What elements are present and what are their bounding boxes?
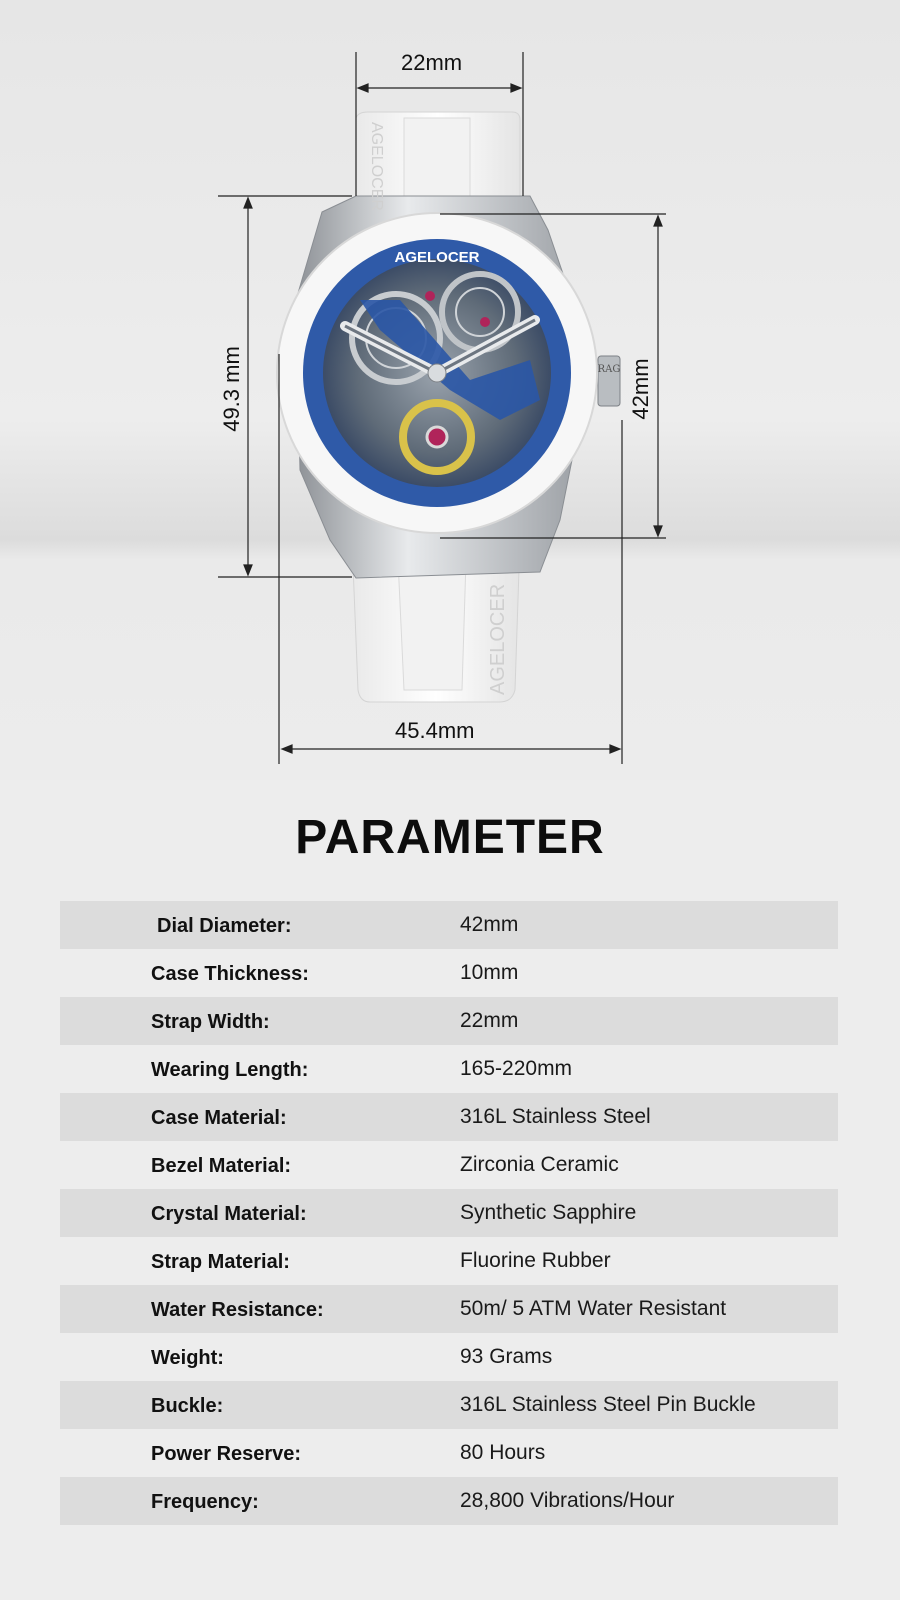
crown-text: RAG xyxy=(597,364,621,375)
case-width-dimension: 45.4mm xyxy=(395,718,475,743)
param-value: 10mm xyxy=(460,961,519,984)
param-label: Strap Width: xyxy=(151,1011,270,1033)
table-row xyxy=(60,1141,838,1189)
table-row xyxy=(60,1381,838,1429)
dial-diameter-dimension: 42mm xyxy=(628,358,653,420)
table-row xyxy=(60,1285,838,1333)
table-row xyxy=(60,1237,838,1285)
param-label: Case Material: xyxy=(151,1107,287,1129)
param-value: 316L Stainless Steel xyxy=(460,1105,651,1128)
param-value: Zirconia Ceramic xyxy=(460,1153,619,1176)
section-title: PARAMETER xyxy=(295,811,605,864)
param-value: 42mm xyxy=(460,913,519,936)
param-value: 80 Hours xyxy=(460,1441,546,1464)
watch-illustration xyxy=(0,0,900,780)
param-value: 93 Grams xyxy=(460,1345,553,1368)
strap-brand-top: AGELOCER xyxy=(368,122,385,211)
lug-to-lug-dimension: 49.3 mm xyxy=(219,346,244,432)
param-label: Weight: xyxy=(151,1347,224,1369)
table-row xyxy=(60,997,838,1045)
param-label: Frequency: xyxy=(151,1491,259,1513)
param-label: Water Resistance: xyxy=(151,1299,324,1321)
param-label: Strap Material: xyxy=(151,1251,290,1273)
table-row xyxy=(60,1477,838,1525)
param-value: 22mm xyxy=(460,1009,519,1032)
parameter-table xyxy=(60,901,838,1525)
param-label: Crystal Material: xyxy=(151,1203,307,1225)
table-row xyxy=(60,901,838,949)
table-row xyxy=(60,1045,838,1093)
param-label: Case Thickness: xyxy=(151,963,309,985)
param-label: Bezel Material: xyxy=(151,1155,292,1177)
param-value: Fluorine Rubber xyxy=(460,1249,611,1272)
strap-width-dimension: 22mm xyxy=(401,50,463,75)
param-value: 28,800 Vibrations/Hour xyxy=(460,1489,675,1512)
table-row xyxy=(60,1093,838,1141)
table-row xyxy=(60,949,838,997)
table-row xyxy=(60,1333,838,1381)
param-value: 165-220mm xyxy=(460,1057,573,1080)
param-label: Power Reserve: xyxy=(151,1443,302,1465)
product-hero xyxy=(0,0,900,780)
table-row xyxy=(60,1429,838,1477)
param-label: Wearing Length: xyxy=(151,1059,309,1081)
param-label: Dial Diameter: xyxy=(157,915,292,937)
strap-brand-bottom: AGELOCER xyxy=(487,583,509,695)
param-value: 50m/ 5 ATM Water Resistant xyxy=(460,1297,727,1320)
param-value: 316L Stainless Steel Pin Buckle xyxy=(460,1393,756,1416)
param-value: Synthetic Sapphire xyxy=(460,1201,637,1224)
table-row xyxy=(60,1189,838,1237)
dial-brand-text: AGELOCER xyxy=(394,249,480,266)
param-label: Buckle: xyxy=(151,1395,224,1417)
